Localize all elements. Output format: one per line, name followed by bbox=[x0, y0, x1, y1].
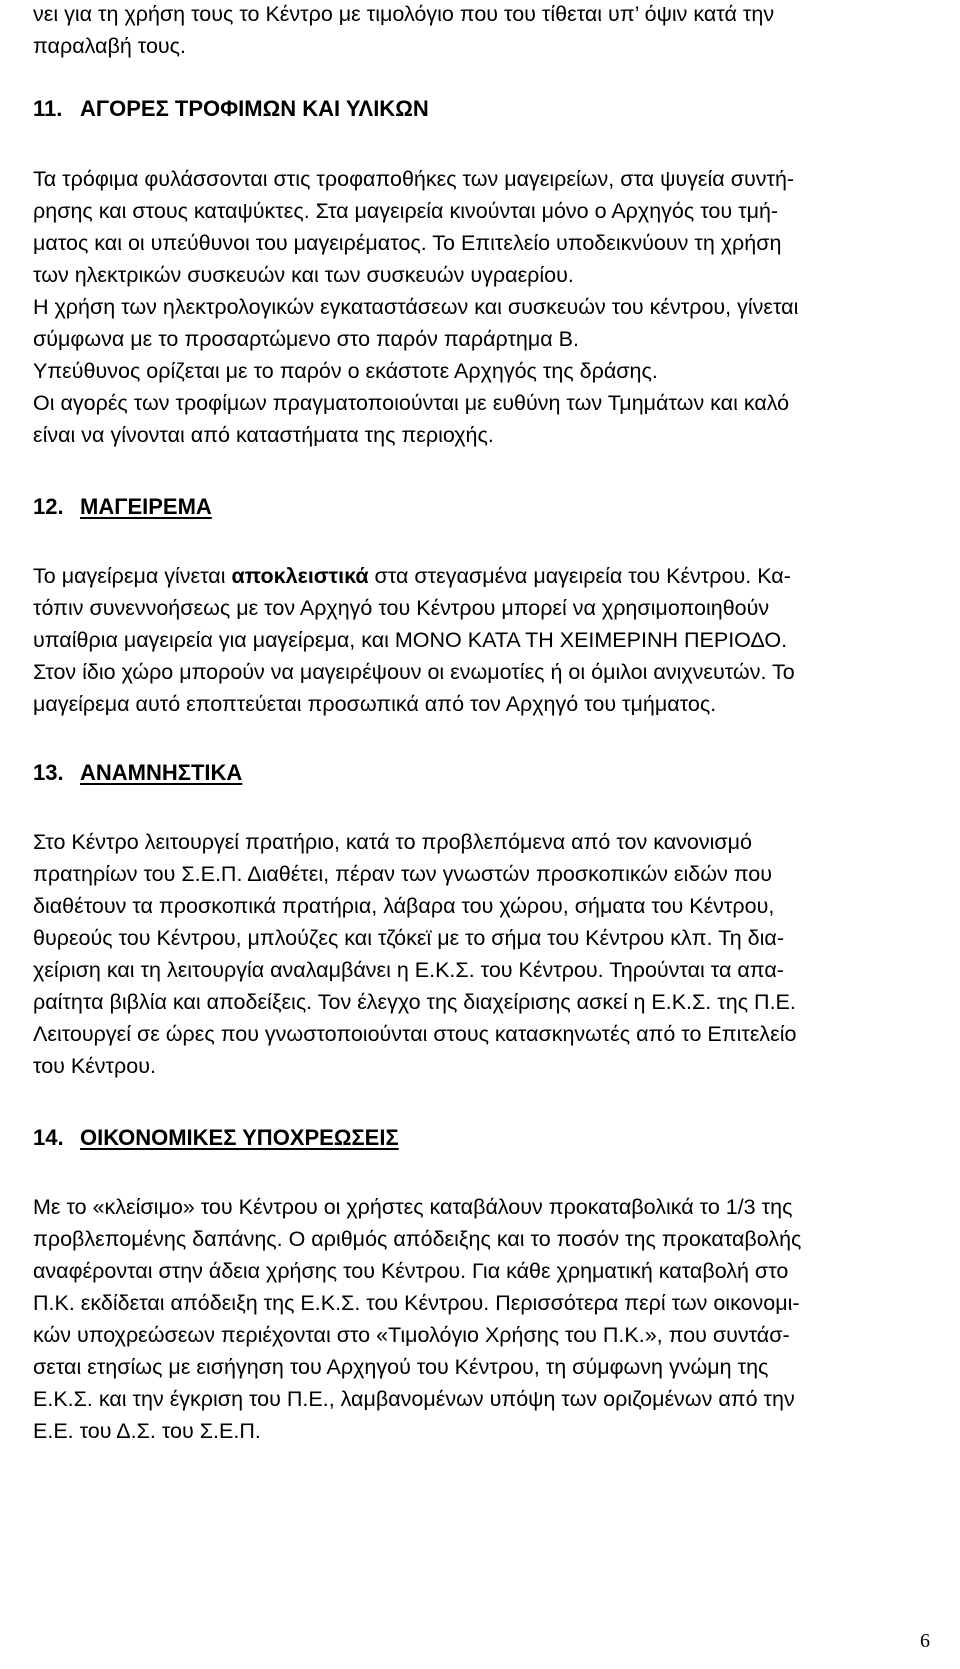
text-line: Οι αγορές των τροφίμων πραγματοποιούνται με ευθύνη των Τμημάτων και καλό bbox=[33, 391, 790, 415]
text-line: Π.Κ. εκδίδεται απόδειξη της Ε.Κ.Σ. του Κέντρου. Περισσότερα περί των οικονομι- bbox=[33, 1291, 800, 1315]
section-13-body bbox=[33, 826, 926, 1082]
text-line: διαθέτουν τα προσκοπικά πρατήρια, λάβαρα του χώρου, σήματα του Κέντρου, bbox=[33, 894, 775, 918]
text-line: Η χρήση των ηλεκτρολογικών εγκαταστάσεων και συσκευών του κέντρου, γίνεται bbox=[33, 295, 799, 319]
section-number: 12. bbox=[33, 494, 64, 519]
text-line: Υπεύθυνος ορίζεται με το παρόν ο εκάστοτε Αρχηγός της δράσης. bbox=[33, 359, 658, 383]
text-line: υπαίθρια μαγειρεία για μαγείρεμα, και ΜΟΝΟ ΚΑΤΑ ΤΗ ΧΕΙΜΕΡΙΝΗ ΠΕΡΙΟΔΟ. bbox=[33, 628, 788, 652]
text-line: ματος και οι υπεύθυνοι του μαγειρέματος. Το Επιτελείο υποδεικνύουν τη χρήση bbox=[33, 231, 782, 255]
section-title: ΜΑΓΕΙΡΕΜΑ bbox=[80, 494, 212, 519]
section-number: 11. bbox=[33, 96, 63, 121]
section-12-body bbox=[33, 560, 926, 720]
section-14-heading bbox=[33, 1122, 399, 1154]
section-title: ΟΙΚΟΝΟΜΙΚΕΣ ΥΠΟΧΡΕΩΣΕΙΣ bbox=[80, 1125, 399, 1150]
text-line: μαγείρεμα αυτό εποπτεύεται προσωπικά από τον Αρχηγό του τμήματος. bbox=[33, 692, 717, 716]
text-line: κών υποχρεώσεων περιέχονται στο «Τιμολόγιο Χρήσης του Π.Κ.», που συντάσ- bbox=[33, 1323, 790, 1347]
text-line: παραλαβή τους. bbox=[33, 34, 187, 58]
page-number: 6 bbox=[920, 1630, 930, 1652]
text-line: Τα τρόφιμα φυλάσσονται στις τροφαποθήκες των μαγειρείων, στα ψυγεία συντή- bbox=[33, 167, 795, 191]
text-line: ραίτητα βιβλία και αποδείξεις. Τον έλεγχο της διαχείρισης ασκεί η Ε.Κ.Σ. της Π.Ε. bbox=[33, 990, 796, 1014]
text-segment: στα στεγασμένα μαγειρεία του Κέντρου. Κα- bbox=[368, 564, 791, 588]
text-line: Λειτουργεί σε ώρες που γνωστοποιούνται στους κατασκηνωτές από το Επιτελείο bbox=[33, 1022, 797, 1046]
text-line: Ε.Κ.Σ. και την έγκριση του Π.Ε., λαμβανομένων υπόψη των οριζομένων από την bbox=[33, 1387, 795, 1411]
section-title: ΑΝΑΜΝΗΣΤΙΚΑ bbox=[80, 760, 243, 785]
section-14-body bbox=[33, 1191, 926, 1447]
text-line: πρατηρίων του Σ.Ε.Π. Διαθέτει, πέραν των γνωστών προσκοπικών ειδών που bbox=[33, 862, 772, 886]
section-12-heading bbox=[33, 491, 212, 523]
text-line: Στον ίδιο χώρο μπορούν να μαγειρέψουν οι ενωμοτίες ή οι όμιλοι ανιχνευτών. Το bbox=[33, 660, 795, 684]
section-number: 14. bbox=[33, 1125, 64, 1150]
text-line: των ηλεκτρικών συσκευών και των συσκευών υγραερίου. bbox=[33, 263, 574, 287]
text-line: Με το «κλείσιμο» του Κέντρου οι χρήστες καταβάλουν προκαταβολικά το 1/3 της bbox=[33, 1195, 793, 1219]
intro-paragraph bbox=[33, 0, 926, 62]
text-line: ρησης και στους καταψύκτες. Στα μαγειρεία κινούνται μόνο ο Αρχηγός του τμή- bbox=[33, 199, 779, 223]
text-line: σεται ετησίως με εισήγηση του Αρχηγού του Κέντρου, τη σύμφωνη γνώμη της bbox=[33, 1355, 769, 1379]
text-line: τόπιν συνεννοήσεως με τον Αρχηγό του Κέντρου μπορεί να χρησιμοποιηθούν bbox=[33, 596, 770, 620]
text-line: Στο Κέντρο λειτουργεί πρατήριο, κατά το προβλεπόμενα από τον κανονισμό bbox=[33, 830, 752, 854]
text-segment: Το μαγείρεμα γίνεται bbox=[33, 564, 232, 588]
section-11-body bbox=[33, 163, 926, 451]
text-line: αναφέρονται στην άδεια χρήσης του Κέντρου. Για κάθε χρηματική καταβολή στο bbox=[33, 1259, 789, 1283]
section-11-heading bbox=[33, 93, 429, 125]
text-line bbox=[33, 560, 926, 592]
section-number: 13. bbox=[33, 760, 64, 785]
text-line: Ε.Ε. του Δ.Σ. του Σ.Ε.Π. bbox=[33, 1419, 261, 1443]
text-line: σύμφωνα με το προσαρτώμενο στο παρόν παράρτημα Β. bbox=[33, 327, 579, 351]
text-line: θυρεούς του Κέντρου, μπλούζες και τζόκεϊ με το σήμα του Κέντρου κλπ. Τη δια- bbox=[33, 926, 784, 950]
section-13-heading bbox=[33, 757, 242, 789]
text-line: του Κέντρου. bbox=[33, 1054, 156, 1078]
text-line: χείριση και τη λειτουργία αναλαμβάνει η Ε.Κ.Σ. του Κέντρου. Τηρούνται τα απα- bbox=[33, 958, 784, 982]
text-line: προβλεπομένης δαπάνης. Ο αριθμός απόδειξης και το ποσόν της προκαταβολής bbox=[33, 1227, 802, 1251]
section-title: ΑΓΟΡΕΣ ΤΡΟΦΙΜΩΝ ΚΑΙ ΥΛΙΚΩΝ bbox=[80, 96, 429, 121]
text-line: είναι να γίνονται από καταστήματα της περιοχής. bbox=[33, 423, 494, 447]
text-line: νει για τη χρήση τους το Κέντρο με τιμολόγιο που του τίθεται υπ’ όψιν κατά την bbox=[33, 2, 775, 26]
emphasis-text: αποκλειστικά bbox=[231, 564, 369, 588]
